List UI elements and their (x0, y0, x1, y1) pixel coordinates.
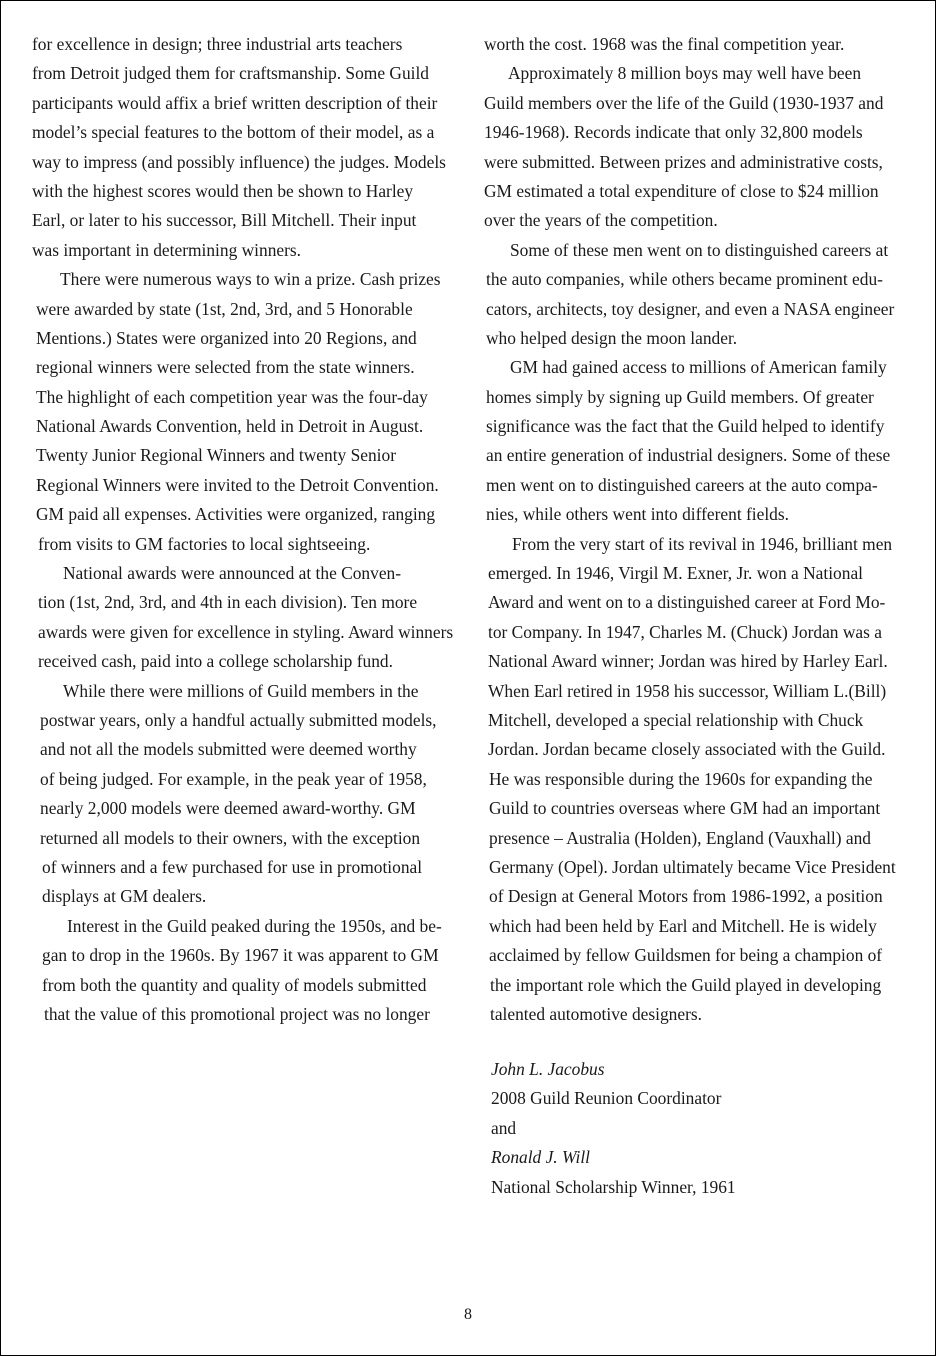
text-line: were awarded by state (1st, 2nd, 3rd, and 5 Honorable (36, 298, 413, 319)
text-line: returned all models to their owners, with the exception (40, 827, 421, 848)
text-line: Guild members over the life of the Guild (1930-1937 and (484, 92, 884, 113)
text-line: Germany (Opel). Jordan ultimately became Vice President (489, 856, 896, 877)
text-line: tor Company. In 1947, Charles M. (Chuck) Jordan was a (488, 621, 882, 642)
text-line: the auto companies, while others became prominent edu- (486, 269, 883, 290)
text-line: presence – Australia (Holden), England (Vauxhall) and (489, 827, 871, 848)
text-line: Award and went on to a distinguished career at Ford Mo- (488, 592, 886, 613)
text-line: from visits to GM factories to local sightseeing. (38, 533, 371, 554)
text-line: While there were millions of Guild members in the (63, 680, 419, 701)
text-line: which had been held by Earl and Mitchell. He is widely (489, 915, 877, 936)
author-title: 2008 Guild Reunion Coordinator (491, 1088, 722, 1109)
text-line: Some of these men went on to distinguished careers at (510, 239, 889, 260)
text-line: From the very start of its revival in 1946, brilliant men (512, 533, 893, 554)
text-line: the important role which the Guild played in developing (490, 974, 882, 995)
text-line: an entire generation of industrial designers. Some of these (486, 445, 891, 466)
text-line: way to impress (and possibly influence) the judges. Models (32, 151, 446, 172)
author-title: National Scholarship Winner, 1961 (491, 1176, 736, 1197)
text-line: talented automotive designers. (490, 1003, 703, 1024)
text-line: National Awards Convention, held in Detroit in August. (36, 416, 424, 437)
text-line: significance was the fact that the Guild helped to identify (486, 416, 885, 437)
right-column (484, 30, 914, 1029)
text-line: with the highest scores would then be shown to Harley (32, 180, 414, 201)
left-column (32, 30, 464, 1029)
text-line: from both the quantity and quality of models submitted (42, 974, 427, 995)
text-line: and not all the models submitted were deemed worthy (40, 739, 417, 760)
text-line: GM estimated a total expenditure of close to $24 million (484, 180, 879, 201)
text-line: model’s special features to the bottom of their model, as a (32, 122, 435, 143)
signature-block (491, 1055, 736, 1202)
text-line: postwar years, only a handful actually submitted models, (40, 709, 437, 730)
text-line: Earl, or later to his successor, Bill Mitchell. Their input (32, 210, 417, 231)
signature-conjunction: and (491, 1117, 517, 1138)
text-line: GM had gained access to millions of American family (510, 357, 887, 378)
text-line: Mentions.) States were organized into 20 Regions, and (36, 327, 417, 348)
author-name: John L. Jacobus (491, 1059, 605, 1079)
text-line: Regional Winners were invited to the Detroit Convention. (36, 474, 439, 495)
text-line: worth the cost. 1968 was the final competition year. (484, 34, 845, 54)
text-line: gan to drop in the 1960s. By 1967 it was apparent to GM (42, 945, 439, 966)
text-line: Approximately 8 million boys may well have been (508, 63, 862, 84)
text-line: homes simply by signing up Guild members. Of greater (486, 386, 874, 407)
text-line: Twenty Junior Regional Winners and twenty Senior (36, 445, 397, 466)
text-line: National awards were announced at the Conven- (63, 563, 402, 584)
text-line: tion (1st, 2nd, 3rd, and 4th in each division). Ten more (38, 592, 418, 613)
text-line: nies, while others went into different fields. (486, 504, 789, 525)
text-line: 1946-1968). Records indicate that only 32,800 models (484, 122, 863, 143)
text-line: regional winners were selected from the state winners. (36, 357, 415, 378)
text-line: Guild to countries overseas where GM had an important (489, 798, 881, 819)
text-line: received cash, paid into a college scholarship fund. (38, 651, 393, 672)
text-line: were submitted. Between prizes and administrative costs, (484, 151, 883, 172)
text-line: who helped design the moon lander. (486, 327, 738, 348)
text-line: of being judged. For example, in the peak year of 1958, (40, 768, 427, 789)
text-line: was important in determining winners. (32, 239, 302, 260)
text-line: that the value of this promotional project was no longer (44, 1003, 430, 1024)
text-line: of Design at General Motors from 1986-1992, a position (489, 886, 883, 907)
text-line: men went on to distinguished careers at the auto compa- (486, 474, 878, 495)
text-line: awards were given for excellence in styling. Award winners (38, 621, 454, 642)
text-line: over the years of the competition. (484, 210, 718, 231)
text-line: from Detroit judged them for craftsmanship. Some Guild (32, 63, 430, 84)
text-line: National Award winner; Jordan was hired by Harley Earl. (488, 651, 888, 672)
text-line: GM paid all expenses. Activities were organized, ranging (36, 504, 436, 525)
text-line: When Earl retired in 1958 his successor, William L.(Bill) (488, 680, 887, 701)
text-line: participants would affix a brief written description of their (32, 92, 438, 113)
text-line: for excellence in design; three industrial arts teachers (32, 34, 403, 54)
text-line: He was responsible during the 1960s for expanding the (489, 768, 873, 789)
text-line: Mitchell, developed a special relationship with Chuck (488, 709, 864, 730)
page-number: 8 (464, 1306, 472, 1323)
text-line: acclaimed by fellow Guildsmen for being a champion of (489, 945, 883, 966)
text-line: of winners and a few purchased for use in promotional (42, 856, 423, 877)
text-line: There were numerous ways to win a prize. Cash prizes (60, 269, 441, 290)
text-line: displays at GM dealers. (42, 886, 207, 907)
text-line: nearly 2,000 models were deemed award-worthy. GM (40, 798, 416, 819)
text-line: cators, architects, toy designer, and even a NASA engineer (486, 298, 895, 319)
text-line: Interest in the Guild peaked during the 1950s, and be- (67, 915, 442, 936)
text-line: emerged. In 1946, Virgil M. Exner, Jr. won a National (488, 563, 863, 584)
author-name: Ronald J. Will (491, 1147, 591, 1168)
text-line: Jordan. Jordan became closely associated with the Guild. (488, 739, 886, 760)
text-line: The highlight of each competition year was the four-day (36, 386, 428, 407)
